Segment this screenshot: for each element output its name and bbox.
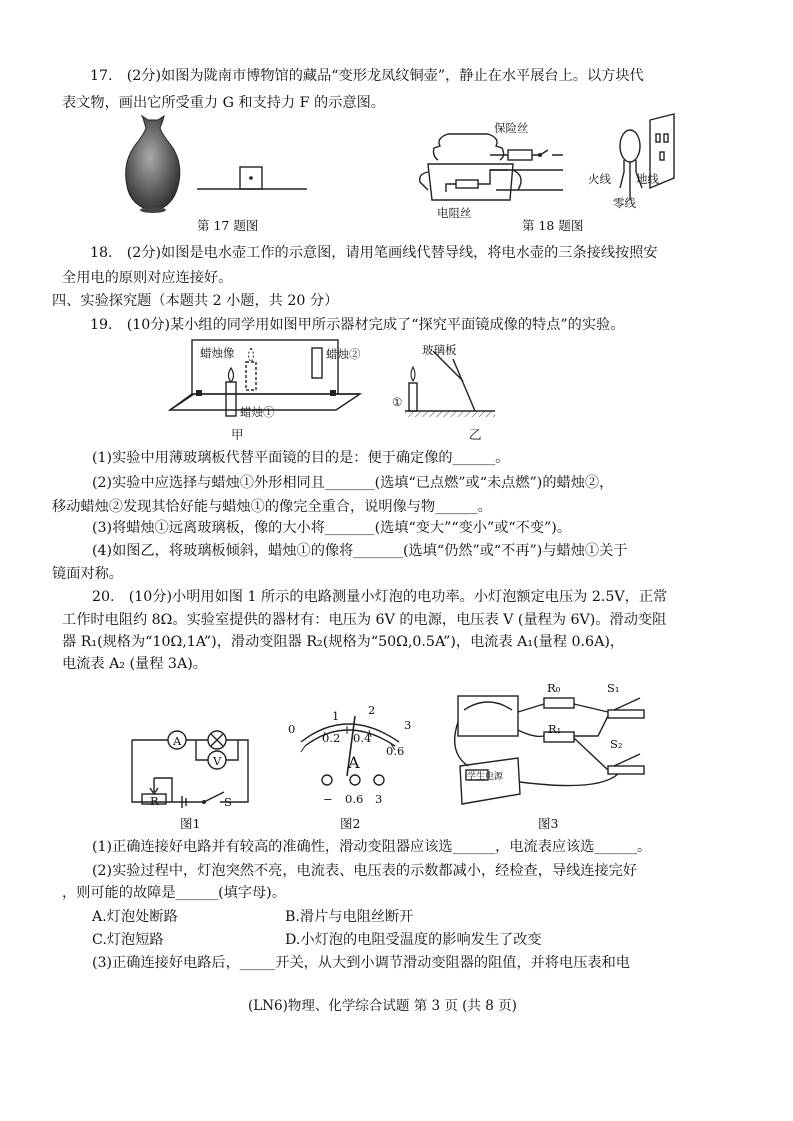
dial-top-1: 1 xyxy=(332,709,340,723)
q17-line2: 表文物，画出它所受重力 G 和支持力 F 的示意图。 xyxy=(62,95,385,111)
section-4-heading: 四、实验探究题（本题共 2 小题，共 20 分） xyxy=(52,293,339,309)
q17-caption: 第 17 题图 xyxy=(197,218,259,233)
fig3-R0-label: R₀ xyxy=(547,681,561,695)
q20-p2a: (2)实验过程中，灯泡突然不亮，电流表、电压表的示数都减小，经检查，导线连接完好 xyxy=(92,863,638,879)
q17-line1: 17. (2分)如图为陇南市博物馆的藏品“变形龙凤纹铜壶”，静止在水平展台上。以方块代 xyxy=(90,68,644,84)
tilted-glass-figure xyxy=(395,345,505,425)
dial-tick-0-6: 0.6 xyxy=(386,744,405,758)
label-circle-1: ① xyxy=(392,395,403,409)
fig1-caption: 图1 xyxy=(180,816,201,831)
label-glass: 玻璃板 xyxy=(422,343,457,357)
q20-line3: 器 R₁(规格为“10Ω,1A”)，滑动变阻器 R₂(规格为“50Ω,0.5A”)，电流表 A₁(量程 0.6A)， xyxy=(62,634,625,650)
fig-jia-caption: 甲 xyxy=(231,427,244,442)
dial-top-3: 3 xyxy=(404,718,412,732)
label-resistor: 电阻丝 xyxy=(437,206,472,220)
dial-terminal-minus: − xyxy=(323,792,333,806)
fig1-ammeter-label: A xyxy=(173,734,182,748)
q19-p4b: 镜面对称。 xyxy=(52,566,123,582)
page-footer: (LN6)物理、化学综合试题 第 3 页 (共 8 页) xyxy=(248,998,517,1014)
q18-caption: 第 18 题图 xyxy=(522,218,584,233)
kettle-figure xyxy=(418,120,578,220)
q19-p1: (1)实验中用薄玻璃板代替平面镜的目的是：便于确定像的______。 xyxy=(92,450,510,466)
bronze-vase-figure xyxy=(118,114,188,214)
fig3-psu-label: 学生电源 xyxy=(467,772,504,782)
q20-p2b: ，则可能的故障是______(填字母)。 xyxy=(62,885,286,901)
plug-socket-figure xyxy=(600,112,680,202)
label-neutral: 零线 xyxy=(613,196,636,210)
dial-tick-0-4: 0.4 xyxy=(353,731,372,745)
fig-yi-caption: 乙 xyxy=(469,427,482,442)
label-fuse: 保险丝 xyxy=(494,121,529,135)
fig1-switch-label: S xyxy=(224,795,232,809)
block-on-table-figure xyxy=(197,165,307,195)
physical-circuit-fig3 xyxy=(448,682,668,812)
circuit-diagram-fig1 xyxy=(128,726,258,808)
fig3-S1-label: S₁ xyxy=(607,681,620,695)
label-ground: 地线 xyxy=(636,172,659,186)
dial-top-2: 2 xyxy=(368,703,376,717)
q18-line2: 全用电的原则对应连接好。 xyxy=(62,270,233,286)
fig1-rheostat-label: R xyxy=(150,794,159,808)
q19-intro: 19. (10分)某小组的同学用如图甲所示器材完成了“探究平面镜成像的特点”的实验。 xyxy=(90,317,625,333)
q20-line1: 20. (10分)小明用如图 1 所示的电路测量小灯泡的电功率。小灯泡额定电压为 2.5V，正常 xyxy=(92,589,668,605)
dial-terminal-3: 3 xyxy=(375,792,383,806)
q20-p3: (3)正确连接好电路后，_____开关，从大到小调节滑动变阻器的阻值，并将电压表和电 xyxy=(92,955,630,971)
q20-p1: (1)正确连接好电路并有较高的准确性，滑动变阻器应该选______，电流表应该选______。 xyxy=(92,839,652,855)
q19-p3: (3)将蜡烛①远离玻璃板，像的大小将_______(选填“变大”“变小”或“不变”)。 xyxy=(92,520,572,536)
q19-p2a: (2)实验中应选择与蜡烛①外形相同且_______(选填“已点燃”或“未点燃”)的蜡烛②， xyxy=(92,475,614,491)
q20-line4: 电流表 A₂ (量程 3A)。 xyxy=(62,656,207,672)
dial-unit-A: A xyxy=(348,753,360,772)
fig2-caption: 图2 xyxy=(340,816,361,831)
fig3-S2-label: S₂ xyxy=(610,737,623,751)
dial-tick-0: 0 xyxy=(288,722,296,736)
label-live: 火线 xyxy=(588,172,611,186)
q18-line1: 18. (2分)如图是电水壶工作的示意图，请用笔画线代替导线，将电水壶的三条接线按照安 xyxy=(90,245,658,261)
label-candle-image: 蜡烛像 xyxy=(200,346,235,360)
dial-tick-0-2: 0.2 xyxy=(322,731,341,745)
label-candle-1: 蜡烛① xyxy=(240,405,275,419)
q20-option-a: A.灯泡处断路 xyxy=(92,909,178,925)
q20-line2: 工作时电阻约 8Ω。实验室提供的器材有：电压为 6V 的电源，电压表 V (量程为 6V)。滑动变阻 xyxy=(62,612,667,628)
fig1-voltmeter-label: V xyxy=(213,754,222,768)
fig3-R1-label: R₁ xyxy=(548,722,562,736)
dial-terminal-0-6: 0.6 xyxy=(345,792,364,806)
q19-p2b: 移动蜡烛②发现其恰好能与蜡烛①的像完全重合，说明像与物______。 xyxy=(52,499,492,515)
q20-option-d: D.小灯泡的电阻受温度的影响发生了改变 xyxy=(285,932,542,948)
q20-option-b: B.滑片与电阻丝断开 xyxy=(285,909,414,925)
fig3-caption: 图3 xyxy=(538,816,559,831)
label-candle-2: 蜡烛② xyxy=(326,347,361,361)
q20-option-c: C.灯泡短路 xyxy=(92,932,164,948)
q19-p4a: (4)如图乙，将玻璃板倾斜，蜡烛①的像将_______(选填“仍然”或“不再”)与蜡烛①关于 xyxy=(92,543,628,559)
